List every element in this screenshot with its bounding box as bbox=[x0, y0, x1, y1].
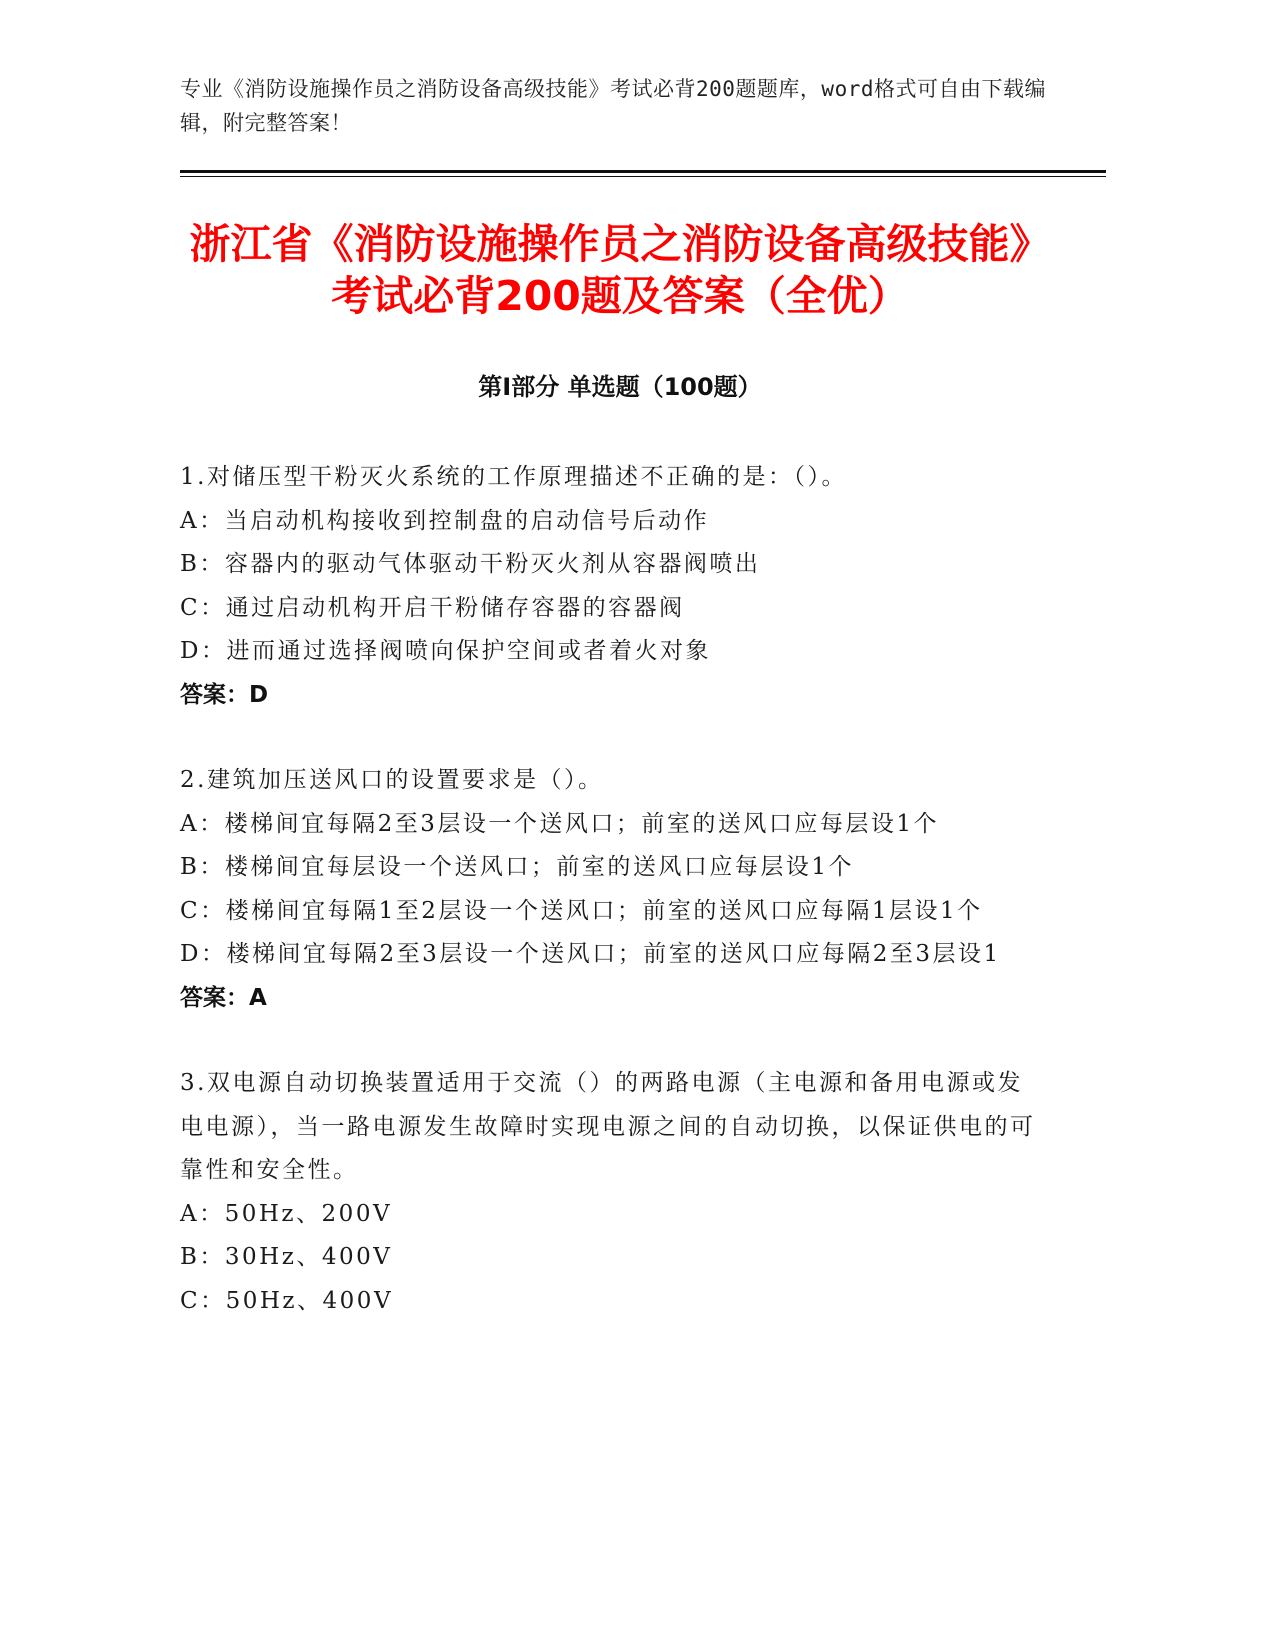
question-text: 1.对储压型干粉灭火系统的工作原理描述不正确的是：（）。 bbox=[180, 464, 847, 490]
section-title: 第I部分 单选题（100题） bbox=[478, 373, 762, 401]
question-list bbox=[180, 456, 1040, 1365]
option-b: B：容器内的驱动气体驱动干粉灭火剂从容器阀喷出 bbox=[180, 551, 761, 577]
option-c: C：楼梯间宜每隔1至2层设一个送风口；前室的送风口应每隔1层设1个 bbox=[180, 897, 983, 924]
header-rule-thick bbox=[180, 170, 1106, 173]
option-b: B：30Hz、400V bbox=[180, 1244, 393, 1270]
question-1 bbox=[180, 456, 1040, 717]
question-text: 3.双电源自动切换装置适用于交流（）的两路电源（主电源和备用电源或发电电源），当一路电源发生故障时实现电源之间的自动切换，以保证供电的可靠性和安全性。 bbox=[180, 1070, 1036, 1183]
option-c: C：50Hz、400V bbox=[180, 1287, 394, 1314]
option-c: C：通过启动机构开启干粉储存容器的容器阀 bbox=[180, 594, 685, 621]
option-d: D：进而通过选择阀喷向保护空间或者着火对象 bbox=[180, 638, 711, 664]
question-2 bbox=[180, 759, 1040, 1020]
header-note: 专业《消防设施操作员之消防设备高级技能》考试必背200题题库，word格式可自由下载编辑，附完整答案！ bbox=[180, 77, 1046, 135]
answer: 答案：A bbox=[180, 984, 267, 1011]
option-a: A：50Hz、200V bbox=[180, 1200, 393, 1227]
header-rule-thin bbox=[180, 176, 1106, 177]
question-text: 2.建筑加压送风口的设置要求是（）。 bbox=[180, 767, 604, 793]
document-title: 浙江省《消防设施操作员之消防设备高级技能》考试必背200题及答案（全优） bbox=[189, 220, 1051, 320]
option-b: B：楼梯间宜每层设一个送风口；前室的送风口应每层设1个 bbox=[180, 854, 855, 880]
option-d: D：楼梯间宜每隔2至3层设一个送风口；前室的送风口应每隔2至3层设1 bbox=[180, 941, 1001, 967]
answer: 答案：D bbox=[180, 681, 269, 708]
option-a: A：当启动机构接收到控制盘的启动信号后动作 bbox=[180, 507, 710, 534]
question-3 bbox=[180, 1062, 1040, 1323]
option-a: A：楼梯间宜每隔2至3层设一个送风口；前室的送风口应每层设1个 bbox=[180, 810, 940, 837]
